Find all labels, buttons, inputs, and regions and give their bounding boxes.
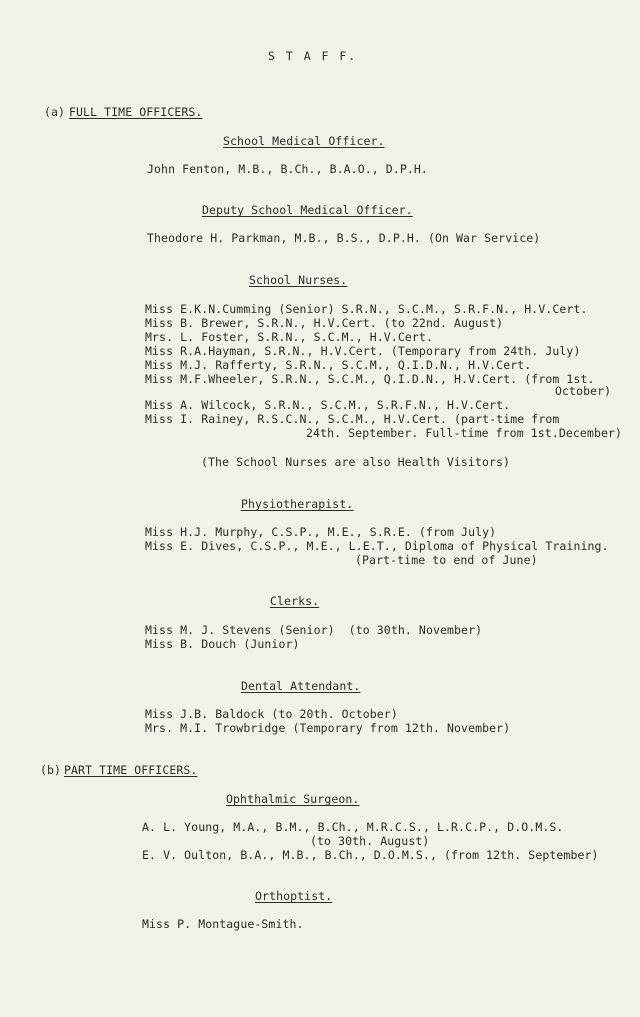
physiotherapist-line: (Part-time to end of June) <box>355 553 538 567</box>
dental-attendant-line: Miss J.B. Baldock (to 20th. October) <box>145 707 398 721</box>
dental-attendant-heading: Dental Attendant. <box>241 679 361 693</box>
deputy-smo-line: Theodore H. Parkman, M.B., B.S., D.P.H. (On War Service) <box>147 231 541 245</box>
school-nurse-line: Miss I. Rainey, R.S.C.N., S.C.M., H.V.Cert. (part-time from <box>145 412 560 426</box>
school-nurse-line: Miss A. Wilcock, S.R.N., S.C.M., S.R.F.N., H.V.Cert. <box>145 398 511 412</box>
physiotherapist-line: Miss H.J. Murphy, C.S.P., M.E., S.R.E. (from July) <box>145 525 497 539</box>
physiotherapist-line: Miss E. Dives, C.S.P., M.E., L.E.T., Diploma of Physical Training. <box>145 539 609 553</box>
school-nurse-line: October) <box>555 384 612 398</box>
school-nurse-line: Miss R.A.Hayman, S.R.N., H.V.Cert. (Temporary from 24th. July) <box>145 344 581 358</box>
clerk-line: Miss B. Douch (Junior) <box>145 637 300 651</box>
school-nurse-line: Miss E.K.N.Cumming (Senior) S.R.N., S.C.M., S.R.F.N., H.V.Cert. <box>145 302 588 316</box>
ophthalmic-surgeon-line: (to 30th. August) <box>310 834 430 848</box>
school-nurse-line: Miss M.F.Wheeler, S.R.N., S.C.M., Q.I.D.N., H.V.Cert. (from 1st. <box>145 372 595 386</box>
orthoptist-line: Miss P. Montague-Smith. <box>142 917 304 931</box>
section-a-label: (a) <box>44 105 66 119</box>
clerk-line: Miss M. J. Stevens (Senior) (to 30th. November) <box>145 623 483 637</box>
ophthalmic-surgeon-line: A. L. Young, M.A., B.M., B.Ch., M.R.C.S., L.R.C.P., D.O.M.S. <box>142 820 564 834</box>
school-nurse-line: Miss M.J. Rafferty, S.R.N., S.C.M., Q.I.D.N., H.V.Cert. <box>145 358 532 372</box>
deputy-smo-heading: Deputy School Medical Officer. <box>202 203 413 217</box>
dental-attendant-line: Mrs. M.I. Trowbridge (Temporary from 12th. November) <box>145 721 511 735</box>
physiotherapist-heading: Physiotherapist. <box>241 497 354 511</box>
school-nurse-line: Mrs. L. Foster, S.R.N., S.C.M., H.V.Cert. <box>145 330 433 344</box>
school-nurses-note: (The School Nurses are also Health Visitors) <box>201 455 511 469</box>
school-medical-officer-line: John Fenton, M.B., B.Ch., B.A.O., D.P.H. <box>147 162 428 176</box>
ophthalmic-surgeon-heading: Ophthalmic Surgeon. <box>226 792 360 806</box>
school-nurse-line: 24th. September. Full-time from 1st.December) <box>306 426 623 440</box>
school-medical-officer-heading: School Medical Officer. <box>223 134 385 148</box>
page-title: S T A F F. <box>268 49 358 63</box>
clerks-heading: Clerks. <box>270 594 320 608</box>
orthoptist-heading: Orthoptist. <box>255 889 333 903</box>
school-nurses-heading: School Nurses. <box>249 273 348 287</box>
section-b-label: (b) <box>40 763 62 777</box>
ophthalmic-surgeon-line: E. V. Oulton, B.A., M.B., B.Ch., D.O.M.S., (from 12th. September) <box>142 848 599 862</box>
school-nurse-line: Miss B. Brewer, S.R.N., H.V.Cert. (to 22nd. August) <box>145 316 504 330</box>
section-b-heading: PART TIME OFFICERS. <box>64 763 198 777</box>
section-a-heading: FULL TIME OFFICERS. <box>69 105 203 119</box>
